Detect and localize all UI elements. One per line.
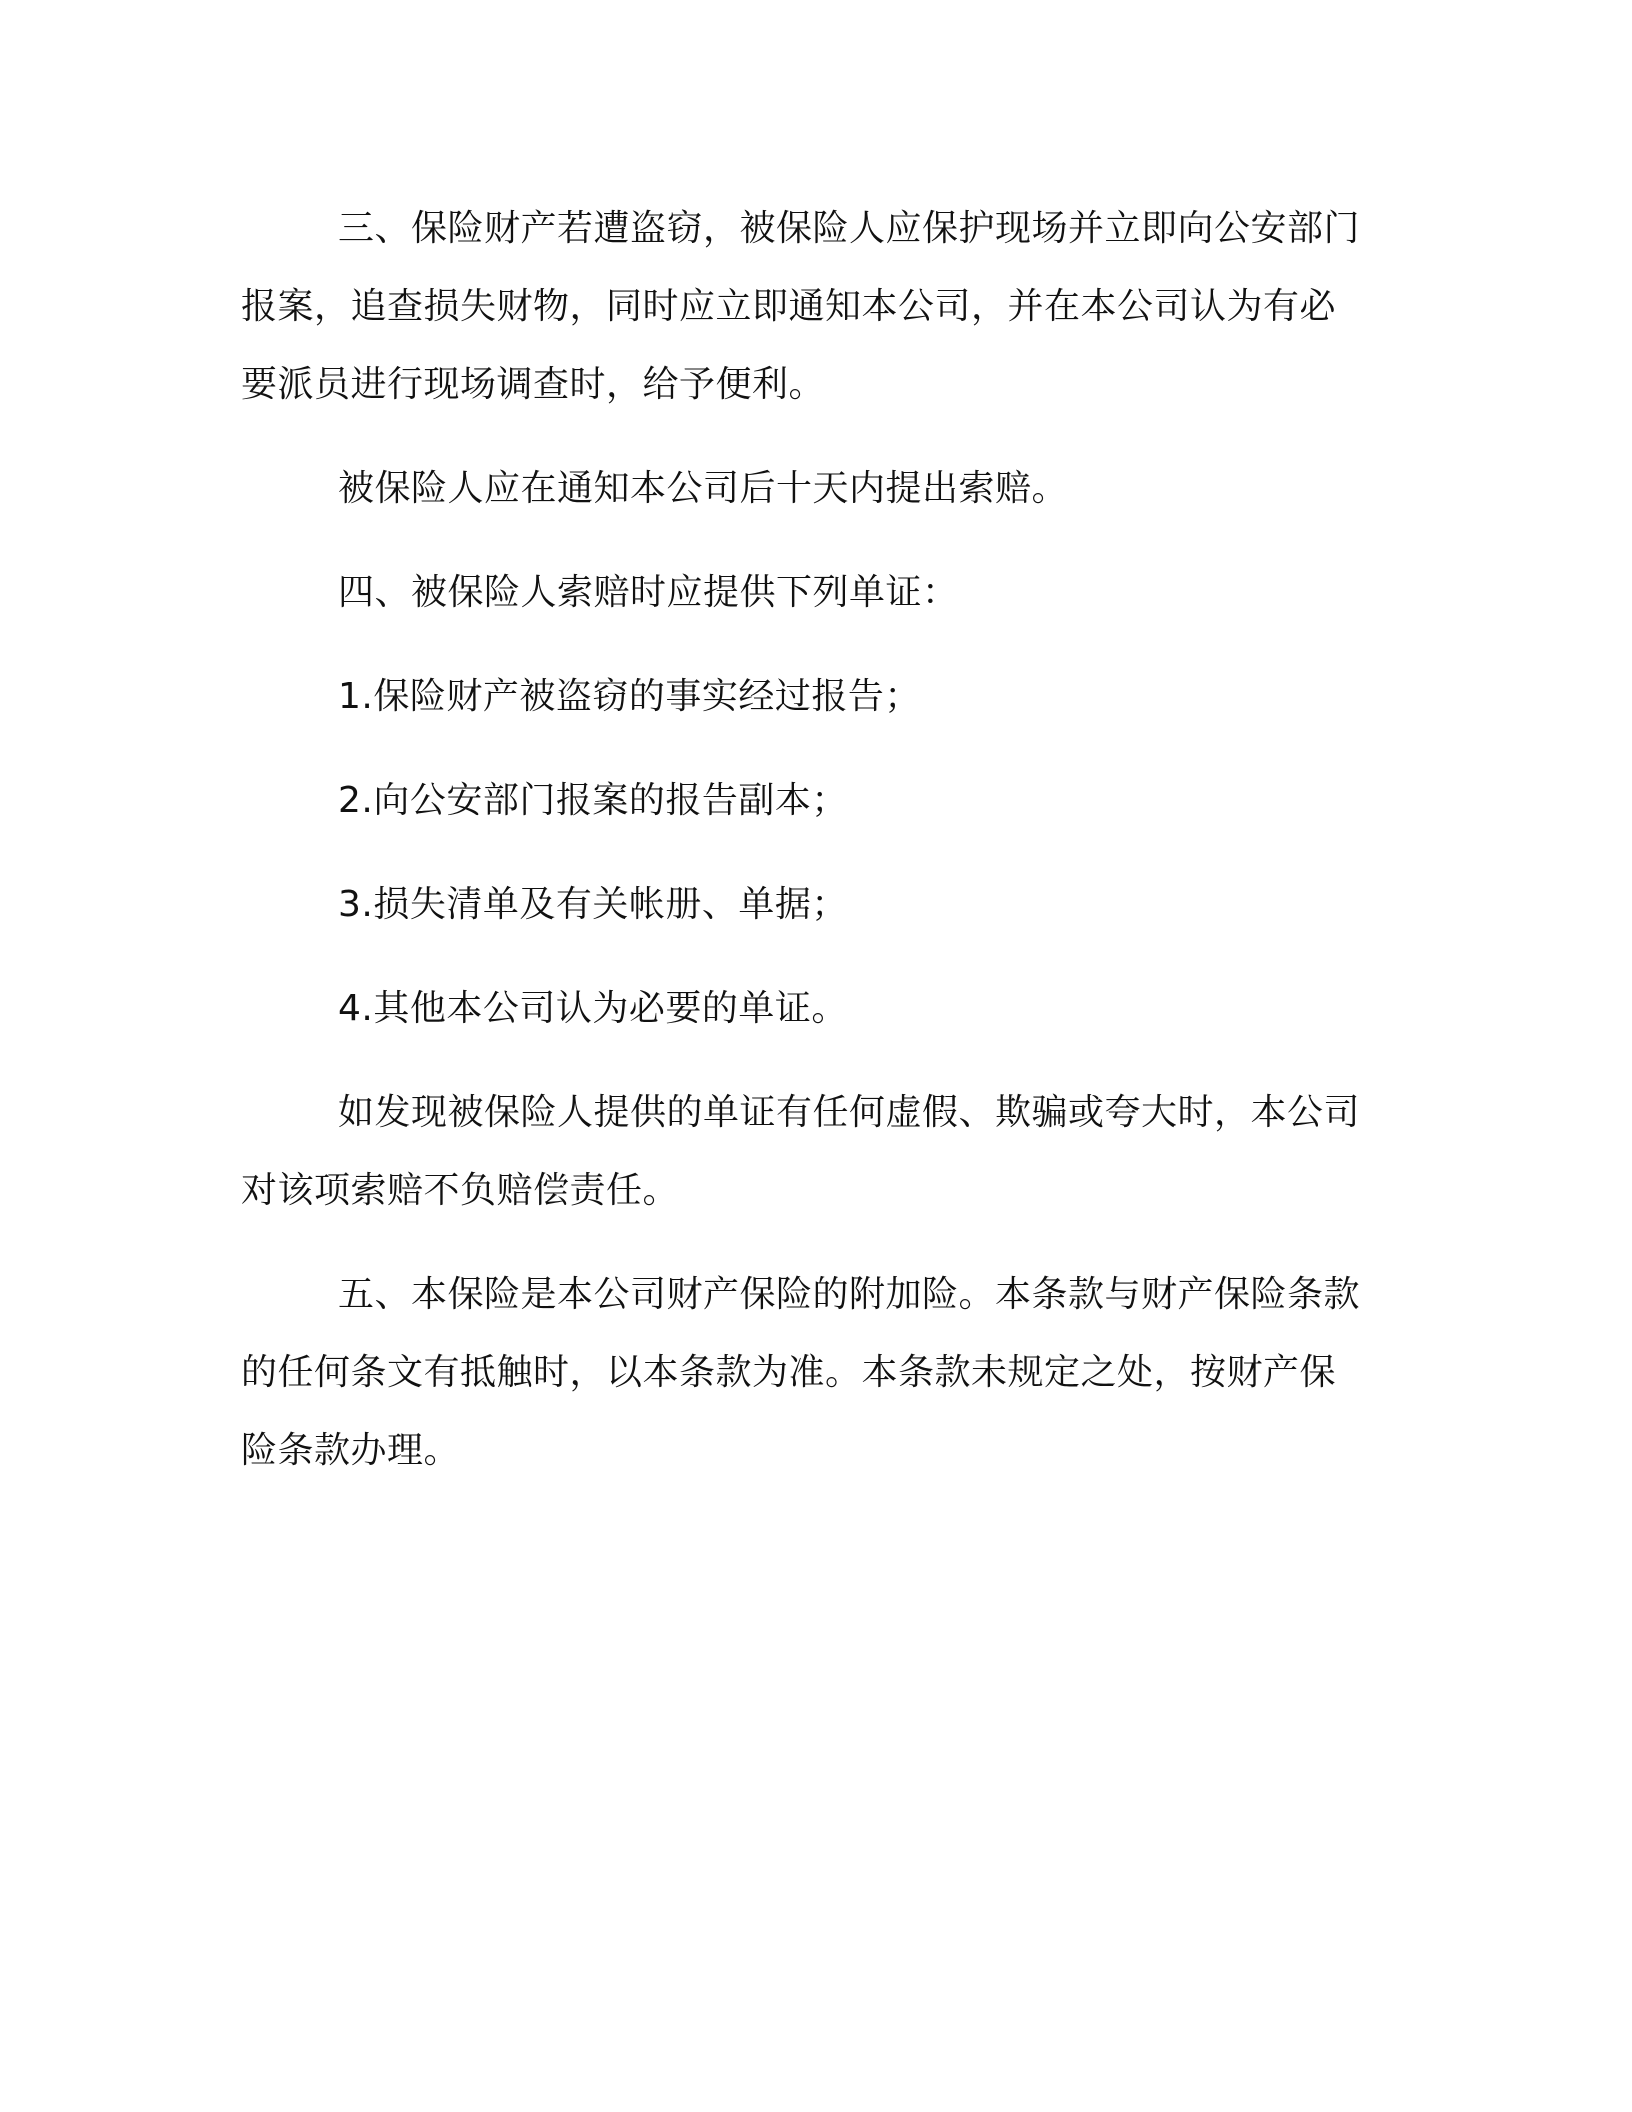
paragraph-theft-reporting [241,190,1377,424]
text-line: 2.向公安部门报案的报告副本； [338,780,848,821]
list-item-3 [241,866,1377,944]
text-line: 五、本保险是本公司财产保险的附加险。本条款与财产保险条款 [338,1274,1361,1315]
text-line: 如发现被保险人提供的单证有任何虚假、欺骗或夸大时，本公司 [338,1092,1361,1133]
text-line: 三、保险财产若遭盗窃，被保险人应保护现场并立即向公安部门 [338,208,1361,249]
text-line: 报案，追查损失财物，同时应立即通知本公司，并在本公司认为有必 [241,286,1337,327]
text-line: 要派员进行现场调查时，给予便利。 [241,364,826,405]
text-line: 3.损失清单及有关帐册、单据； [338,884,848,925]
list-item-4 [241,970,1377,1048]
paragraph-rider-clause [241,1256,1377,1490]
list-item-2 [241,762,1377,840]
list-item-1 [241,658,1377,736]
paragraph-claim-deadline [241,450,1377,528]
text-line: 的任何条文有抵触时，以本条款为准。本条款未规定之处，按财产保 [241,1352,1337,1393]
document-body [241,190,1377,1490]
text-line: 1.保险财产被盗窃的事实经过报告； [338,676,921,717]
paragraph-required-documents-heading [241,554,1377,632]
paragraph-fraud-clause [241,1074,1377,1230]
text-line: 险条款办理。 [241,1430,461,1471]
text-line: 被保险人应在通知本公司后十天内提出索赔。 [338,468,1069,509]
text-line: 对该项索赔不负赔偿责任。 [241,1170,680,1211]
text-line: 4.其他本公司认为必要的单证。 [338,988,848,1029]
text-line: 四、被保险人索赔时应提供下列单证： [338,572,959,613]
